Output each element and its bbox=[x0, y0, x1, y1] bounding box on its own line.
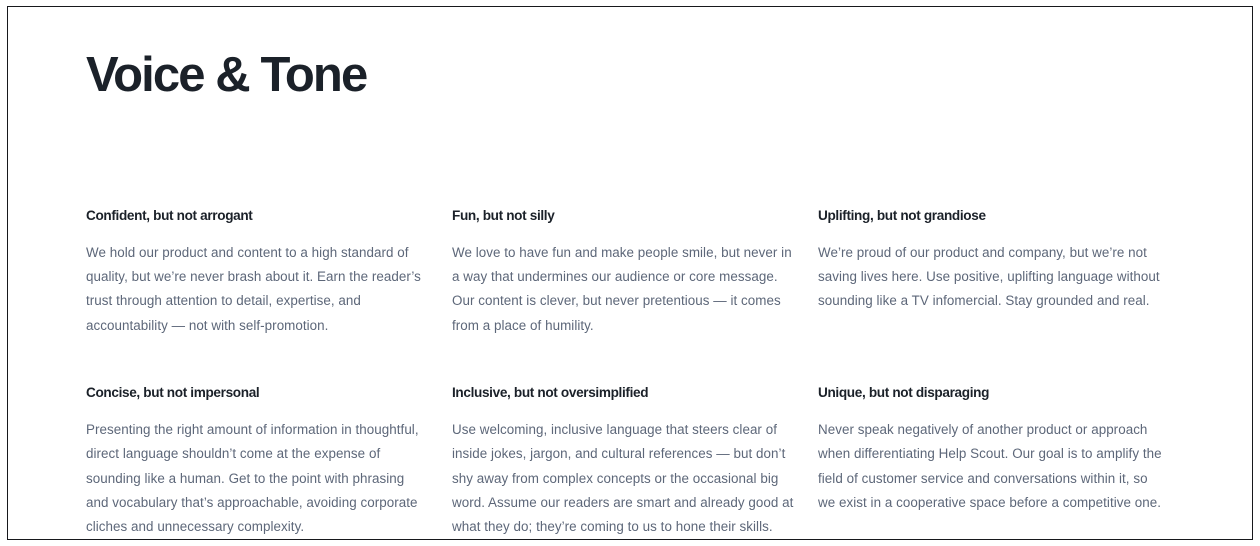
principle-body: We love to have fun and make people smile, but never in a way that undermines our audience or core message. Our content is clever, but never pretentious — it comes from a place of humility. bbox=[452, 244, 792, 333]
principle-body: We’re proud of our product and company, but we’re not saving lives here. Use positive, uplifting language without sounding like a TV infomercial. Stay grounded and real. bbox=[818, 244, 1160, 309]
voice-principles-grid bbox=[86, 207, 1178, 540]
principle-confident bbox=[86, 207, 430, 338]
principle-title: Concise, but not impersonal bbox=[86, 385, 260, 401]
principle-concise bbox=[86, 384, 430, 540]
principle-body: Never speak negatively of another product or approach when differentiating Help Scout. Our goal is to amplify the field of customer service and conversations within it, so we exist in a cooperative space before a competitive one. bbox=[818, 421, 1162, 511]
principle-title: Uplifting, but not grandiose bbox=[818, 208, 986, 223]
principle-title: Confident, but not arrogant bbox=[86, 208, 253, 223]
principle-body: Presenting the right amount of information in thoughtful, direct language shouldn’t come at the expense of sounding like a human. Get to the point with phrasing and vocabulary that’s approachable, avoiding corporate cliches and unnecessary complexity. bbox=[86, 421, 419, 535]
principle-inclusive bbox=[452, 384, 796, 540]
principle-body: Use welcoming, inclusive language that steers clear of inside jokes, jargon, and cultural references — but don’t shy away from complex concepts or the occasional big word. Assume our readers are smart and already good at what they do; they’re coming to us to hone their skills. bbox=[452, 421, 794, 535]
principle-uplifting bbox=[818, 207, 1162, 338]
principle-title: Unique, but not disparaging bbox=[818, 385, 990, 401]
principle-fun bbox=[452, 207, 796, 338]
principle-body: We hold our product and content to a high standard of quality, but we’re never brash about it. Earn the reader’s trust through attention to detail, expertise, and accountability — not with self-promotion. bbox=[86, 244, 421, 333]
principle-unique bbox=[818, 384, 1162, 540]
principle-title: Inclusive, but not oversimplified bbox=[452, 385, 649, 401]
principle-title: Fun, but not silly bbox=[452, 208, 555, 223]
page-content bbox=[8, 7, 1252, 539]
page-frame bbox=[7, 6, 1253, 540]
page-title: Voice & Tone bbox=[86, 48, 367, 102]
